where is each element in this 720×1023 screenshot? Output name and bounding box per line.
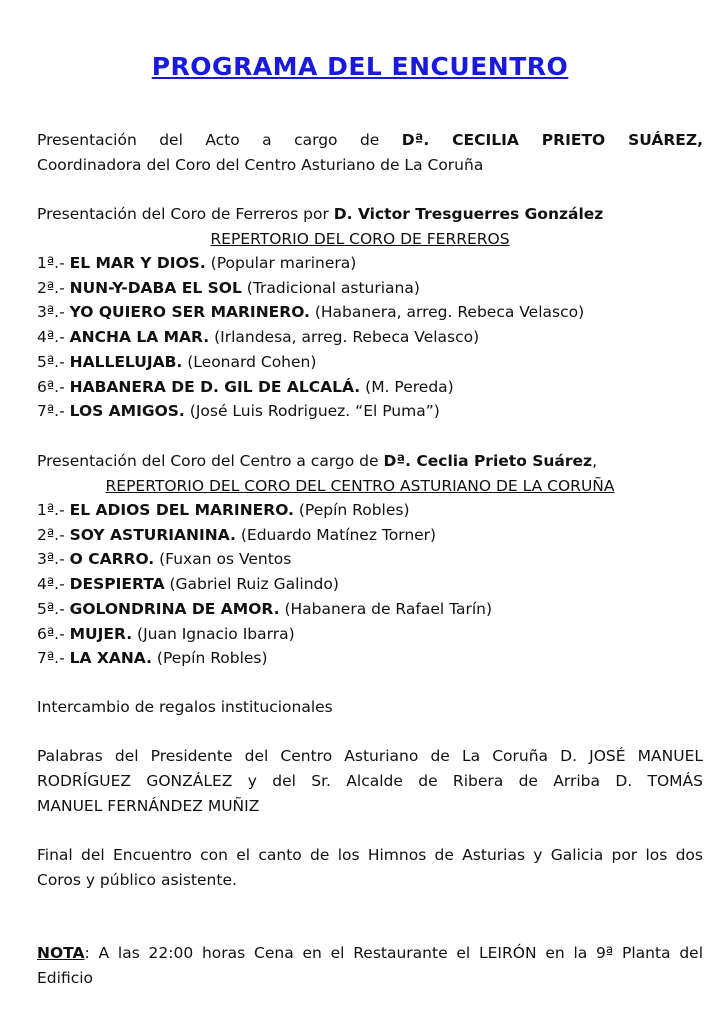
- speeches-line-3: MANUEL FERNÁNDEZ MUÑIZ: [37, 797, 260, 815]
- centro-presentation-prefix: Presentación del Coro del Centro a cargo de: [37, 452, 379, 470]
- repertoire-item: [37, 350, 703, 375]
- song-detail: (Pepín Robles): [298, 501, 410, 519]
- ferreros-presentation: [37, 202, 703, 227]
- item-number: 3ª.-: [37, 303, 65, 322]
- item-number: 4ª.-: [37, 575, 65, 594]
- repertoire-item: [37, 498, 703, 523]
- item-number: 3ª.-: [37, 550, 65, 569]
- song-title: YO QUIERO SER MARINERO.: [69, 303, 310, 322]
- item-number: 2ª.-: [37, 278, 65, 297]
- ferreros-presenter: D. Victor Tresguerres González: [333, 205, 604, 223]
- item-number: 4ª.-: [37, 328, 65, 347]
- repertoire-item: [37, 375, 703, 400]
- song-detail: (Gabriel Ruiz Galindo): [169, 575, 339, 594]
- item-number: 7ª.-: [37, 402, 65, 421]
- final-line-1: Final del Encuentro con el canto de los Himnos de Asturias y Galicia por los dos: [37, 846, 703, 864]
- song-title: EL MAR Y DIOS.: [69, 254, 206, 272]
- song-detail: (M. Pereda): [365, 377, 454, 396]
- intro-line-2: Coordinadora del Coro del Centro Asturiano de La Coruña: [37, 156, 484, 174]
- song-detail: (José Luis Rodriguez. “El Puma”): [189, 402, 440, 421]
- song-detail: (Pepín Robles): [156, 649, 268, 668]
- note-label: NOTA: [37, 944, 85, 962]
- centro-presenter: Dª. Ceclia Prieto Suárez: [383, 452, 593, 470]
- centro-presentation-suffix: ,: [592, 452, 598, 470]
- song-title: GOLONDRINA DE AMOR.: [69, 599, 280, 618]
- item-number: 6ª.-: [37, 377, 65, 396]
- repertoire-item: [37, 622, 703, 647]
- centro-presentation: [37, 449, 703, 474]
- centro-heading: [0, 474, 720, 499]
- repertoire-item: [37, 523, 703, 548]
- repertoire-item: [37, 547, 703, 572]
- repertoire-item: [37, 300, 703, 325]
- song-detail: (Habanera de Rafael Tarín): [284, 599, 493, 618]
- song-title: SOY ASTURIANINA.: [69, 525, 236, 544]
- item-number: 5ª.-: [37, 352, 65, 371]
- final-line-2: Coros y público asistente.: [37, 871, 237, 889]
- song-detail: (Eduardo Matínez Torner): [240, 525, 437, 544]
- ferreros-heading: [0, 227, 720, 252]
- item-number: 2ª.-: [37, 525, 65, 544]
- song-detail: (Juan Ignacio Ibarra): [137, 624, 295, 643]
- repertoire-item: [37, 251, 703, 276]
- repertoire-item: [37, 646, 703, 671]
- song-title: ANCHA LA MAR.: [69, 328, 210, 347]
- song-detail: (Habanera, arreg. Rebeca Velasco): [314, 303, 585, 322]
- item-number: 7ª.-: [37, 649, 65, 668]
- ferreros-heading-text: REPERTORIO DEL CORO DE FERREROS: [210, 230, 510, 248]
- centro-heading-text: REPERTORIO DEL CORO DEL CENTRO ASTURIANO DE LA CORUÑA: [105, 477, 615, 495]
- gift-exchange: Intercambio de regalos institucionales: [37, 698, 333, 716]
- repertoire-item: [37, 325, 703, 350]
- song-detail: (Irlandesa, arreg. Rebeca Velasco): [214, 328, 480, 347]
- song-title: DESPIERTA: [69, 575, 165, 594]
- song-detail: (Popular marinera): [210, 254, 357, 272]
- speeches-line-2: RODRÍGUEZ GONZÁLEZ y del Sr. Alcalde de Ribera de Arriba D. TOMÁS: [37, 772, 703, 790]
- item-number: 1ª.-: [37, 254, 65, 272]
- repertoire-item: [37, 399, 703, 424]
- item-number: 1ª.-: [37, 501, 65, 519]
- song-title: EL ADIOS DEL MARINERO.: [69, 501, 294, 519]
- item-number: 6ª.-: [37, 624, 65, 643]
- note-line-2: Edificio: [37, 969, 94, 987]
- intro-prefix: Presentación del Acto a cargo de: [37, 131, 380, 149]
- song-detail: (Fuxan os Ventos: [159, 550, 292, 569]
- song-title: O CARRO.: [69, 550, 155, 569]
- document-title: PROGRAMA DEL ENCUENTRO: [151, 52, 569, 81]
- song-title: HABANERA DE D. GIL DE ALCALÁ.: [69, 377, 361, 396]
- ferreros-presentation-prefix: Presentación del Coro de Ferreros por: [37, 205, 329, 223]
- note-text: : A las 22:00 horas Cena en el Restaurante el LEIRÓN en la 9ª Planta del: [84, 944, 703, 962]
- item-number: 5ª.-: [37, 599, 65, 618]
- repertoire-item: [37, 572, 703, 597]
- song-detail: (Leonard Cohen): [187, 352, 317, 371]
- repertoire-item: [37, 276, 703, 301]
- song-detail: (Tradicional asturiana): [246, 278, 420, 297]
- intro-line-1: [37, 128, 703, 153]
- note-line-1: [37, 941, 703, 966]
- repertoire-item: [37, 597, 703, 622]
- song-title: NUN-Y-DABA EL SOL: [69, 278, 242, 297]
- intro-presenter: Dª. CECILIA PRIETO SUÁREZ,: [401, 131, 704, 149]
- song-title: LA XANA.: [69, 649, 152, 668]
- song-title: MUJER.: [69, 624, 133, 643]
- speeches-line-1: Palabras del Presidente del Centro Asturiano de La Coruña D. JOSÉ MANUEL: [37, 747, 703, 765]
- song-title: HALLELUJAB.: [69, 352, 183, 371]
- song-title: LOS AMIGOS.: [69, 402, 185, 421]
